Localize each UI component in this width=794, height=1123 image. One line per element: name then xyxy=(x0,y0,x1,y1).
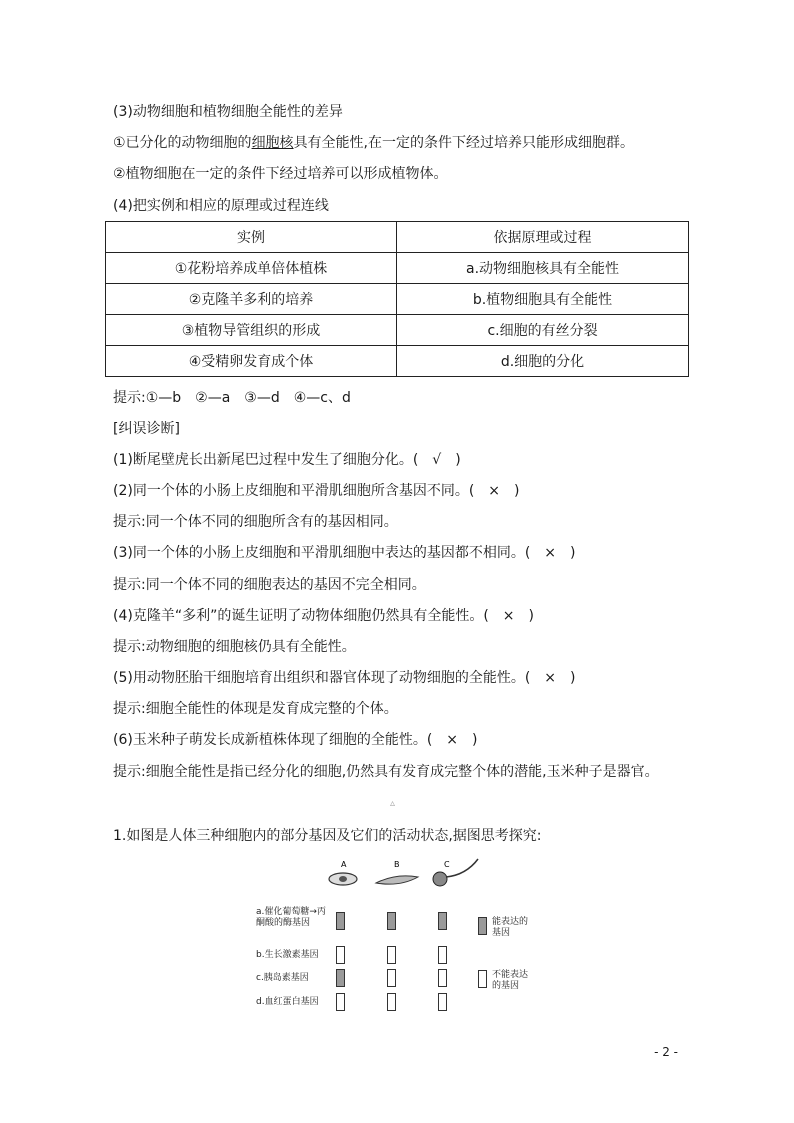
matching-table xyxy=(105,221,689,377)
expression-box-c-a xyxy=(336,969,345,987)
gene-label-c: c.胰岛素基因 xyxy=(256,973,309,983)
exercise-1-prompt: 1.如图是人体三种细胞内的部分基因及它们的活动状态,据图思考探究: xyxy=(113,828,542,844)
section-separator-icon: ▵ xyxy=(390,798,396,809)
table-row xyxy=(106,315,689,346)
page-number: - 2 - xyxy=(654,1045,678,1059)
section-3-item-1 xyxy=(113,133,634,153)
hint-matching: 提示:①—b ②—a ③—d ④—c、d xyxy=(113,390,351,406)
hint-2: 提示:同一个体不同的细胞所含有的基因相同。 xyxy=(113,514,398,530)
expression-box-d-a xyxy=(336,993,345,1011)
table-cell: ①花粉培养成单倍体植株 xyxy=(106,253,397,284)
question-5: (5)用动物胚胎干细胞培育出组织和器官体现了动物细胞的全能性。( × ) xyxy=(113,670,576,686)
question-6: (6)玉米种子萌发长成新植株体现了细胞的全能性。( × ) xyxy=(113,732,478,748)
diagnosis-title: [纠误诊断] xyxy=(113,421,180,437)
text-span: 具有全能性,在一定的条件下经过培养只能形成细胞群。 xyxy=(293,135,635,151)
gene-expression-figure xyxy=(256,855,536,1015)
expression-box-b-c xyxy=(438,946,447,964)
cell-c-label: C xyxy=(444,860,450,869)
underlined-term: 细胞核 xyxy=(251,135,294,151)
table-cell: a.动物细胞核具有全能性 xyxy=(397,253,689,284)
question-2: (2)同一个体的小肠上皮细胞和平滑肌细胞所含基因不同。( × ) xyxy=(113,483,520,499)
legend-off-label: 不能表达的基因 xyxy=(492,970,529,991)
table-row xyxy=(106,284,689,315)
table-cell: c.细胞的有丝分裂 xyxy=(397,315,689,346)
table-cell: ④受精卵发育成个体 xyxy=(106,346,397,377)
legend-off-swatch xyxy=(478,970,487,988)
section-3-item-2: ②植物细胞在一定的条件下经过培养可以形成植物体。 xyxy=(113,166,448,182)
cell-a-nucleus-icon xyxy=(339,876,347,882)
table-cell: d.细胞的分化 xyxy=(397,346,689,377)
question-1: (1)断尾壁虎长出新尾巴过程中发生了细胞分化。( √ ) xyxy=(113,452,461,468)
legend-on-label: 能表达的基因 xyxy=(492,917,529,938)
cell-b-icon xyxy=(376,876,418,884)
section-4-title: (4)把实例和相应的原理或过程连线 xyxy=(113,198,329,214)
text-span: ①已分化的动物细胞的 xyxy=(113,135,252,151)
table-header-row xyxy=(106,222,689,253)
expression-box-a-a xyxy=(336,912,345,930)
table-row xyxy=(106,253,689,284)
cell-c-axon-icon xyxy=(446,859,478,877)
question-4: (4)克隆羊“多利”的诞生证明了动物体细胞仍然具有全能性。( × ) xyxy=(113,608,534,624)
hint-6: 提示:细胞全能性是指已经分化的细胞,仍然具有发育成完整个体的潜能,玉米种子是器官。 xyxy=(113,764,659,780)
table-cell: ②克隆羊多利的培养 xyxy=(106,284,397,315)
cell-c-icon xyxy=(433,872,447,886)
hint-4: 提示:动物细胞的细胞核仍具有全能性。 xyxy=(113,639,356,655)
expression-box-a-c xyxy=(438,912,447,930)
table-row xyxy=(106,346,689,377)
expression-box-a-b xyxy=(387,912,396,930)
expression-box-c-c xyxy=(438,969,447,987)
table-cell: ③植物导管组织的形成 xyxy=(106,315,397,346)
legend-on-swatch xyxy=(478,917,487,935)
hint-5: 提示:细胞全能性的体现是发育成完整的个体。 xyxy=(113,701,398,717)
expression-box-d-c xyxy=(438,993,447,1011)
table-cell: b.植物细胞具有全能性 xyxy=(397,284,689,315)
table-header: 实例 xyxy=(106,222,397,253)
cell-a-label: A xyxy=(341,860,347,869)
section-3-title: (3)动物细胞和植物细胞全能性的差异 xyxy=(113,104,343,120)
hint-3: 提示:同一个体不同的细胞表达的基因不完全相同。 xyxy=(113,577,426,593)
gene-label-a: a.催化葡萄糖→丙酮酸的酶基因 xyxy=(256,907,326,928)
question-3: (3)同一个体的小肠上皮细胞和平滑肌细胞中表达的基因都不相同。( × ) xyxy=(113,545,576,561)
cell-illustrations xyxy=(326,857,486,893)
gene-label-b: b.生长激素基因 xyxy=(256,950,319,960)
table-header: 依据原理或过程 xyxy=(397,222,689,253)
expression-box-b-b xyxy=(387,946,396,964)
expression-box-c-b xyxy=(387,969,396,987)
expression-box-b-a xyxy=(336,946,345,964)
gene-label-d: d.血红蛋白基因 xyxy=(256,997,319,1007)
expression-box-d-b xyxy=(387,993,396,1011)
cell-b-label: B xyxy=(394,860,400,869)
